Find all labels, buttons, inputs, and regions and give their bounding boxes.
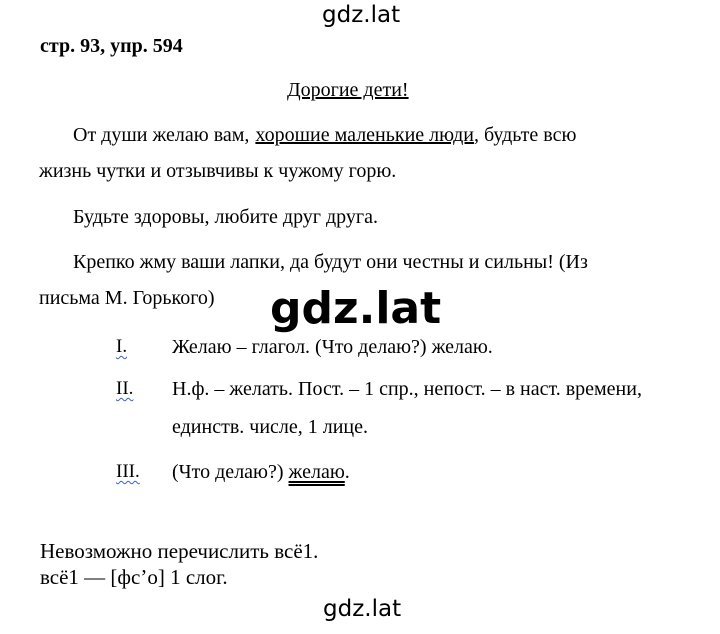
note-line-2: всё1 — [фс’о] 1 слог. xyxy=(40,565,228,589)
analysis-item-3-underlined-word: желаю xyxy=(288,461,345,483)
letter-paragraph-1-line-2: жизнь чутки и отзывчивы к чужому горю. xyxy=(39,160,397,182)
letter-title: Дорогие дети! xyxy=(287,79,409,101)
analysis-item-1-line-1: Желаю – глагол. (Что делаю?) желаю. xyxy=(172,336,493,358)
letter-paragraph-1-line-1 xyxy=(73,125,576,145)
p1-start: От души желаю вам, xyxy=(73,124,250,146)
analysis-item-3-suffix: . xyxy=(344,461,350,483)
watermark-middle: gdz.lat xyxy=(270,283,442,334)
letter-paragraph-3-line-1: Крепко жму ваши лапки, да будут они честны и сильны! (Из xyxy=(73,251,588,273)
analysis-item-2-line-2: единств. числе, 1 лице. xyxy=(172,416,369,438)
letter-paragraph-3-line-2: письма М. Горького) xyxy=(39,287,215,309)
analysis-item-3-line-1 xyxy=(172,462,350,482)
analysis-roman-1: I. xyxy=(116,336,128,357)
note-line-1: Невозможно перечислить всё1. xyxy=(40,539,319,563)
watermark-top: gdz.lat xyxy=(322,2,401,28)
watermark-bottom: gdz.lat xyxy=(323,596,402,622)
analysis-item-2-line-1: Н.ф. – желать. Пост. – 1 спр., непост. – в наст. времени, xyxy=(172,378,642,400)
page-heading: стр. 93, упр. 594 xyxy=(40,35,183,57)
analysis-roman-3: III. xyxy=(116,461,140,482)
p1-underlined-phrase: хорошие маленькие люди xyxy=(255,124,474,146)
analysis-roman-2: II. xyxy=(116,378,134,399)
p1-end: , будьте всю xyxy=(473,124,577,146)
analysis-item-3-prefix: (Что делаю?) xyxy=(172,461,289,483)
letter-paragraph-2: Будьте здоровы, любите друг друга. xyxy=(73,206,378,228)
